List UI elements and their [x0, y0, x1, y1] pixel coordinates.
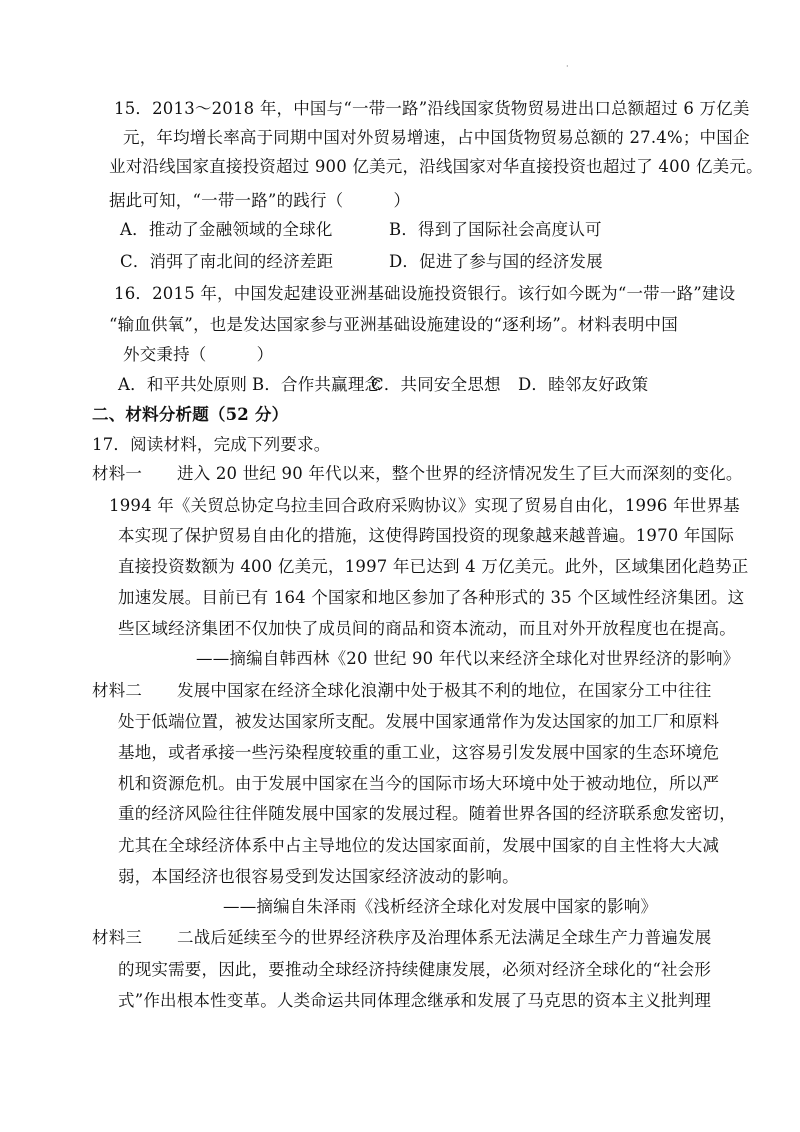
q15-option-c: C．消弭了南北间的经济差距	[120, 252, 334, 271]
q15-line-3: 业对沿线国家直接投资超过 900 亿美元，沿线国家对华直接投资也超过了 400 亿美元。	[109, 157, 763, 176]
material-2-line: 处于低端位置，被发达国家所支配。发展中国家通常作为发达国家的加工厂和原料	[118, 712, 720, 731]
q15-line-2: 元，年均增长率高于同期中国对外贸易增速，占中国货物贸易总额的 27.4%；中国企	[123, 128, 750, 147]
material-1-line: 1994 年《关贸总协定乌拉圭回合政府采购协议》实现了贸易自由化，1996 年世界基	[109, 496, 740, 515]
q15-option-a: A．推动了金融领域的全球化	[120, 220, 333, 239]
q16-line-2: “输血供氧”，也是发达国家参与亚洲基础设施建设的“逐利场”。材料表明中国	[109, 315, 678, 334]
material-2-line: 基地，或者承接一些污染程度较重的重工业，这容易引发发展中国家的生态环境危	[118, 743, 720, 762]
material-2-line: 尤其在全球经济体系中占主导地位的发达国家面前，发展中国家的自主性将大大减	[118, 836, 720, 855]
material-3-line: 二战后延续至今的世界经济秩序及治理体系无法满足全球生产力普遍发展	[177, 928, 712, 947]
material-2-line: 发展中国家在经济全球化浪潮中处于极其不利的地位，在国家分工中往往	[177, 681, 712, 700]
material-1-line: 些区域经济集团不仅加快了成员间的商品和资本流动，而且对外开放程度也在提高。	[118, 619, 736, 638]
q16-line-3: 外交秉持（ ）	[123, 345, 274, 364]
q16-option-b: B．合作共赢理念	[252, 375, 382, 394]
q15-line-4: 据此可知，“一带一路”的践行（ ）	[109, 191, 411, 210]
material-1-line: 本实现了保护贸易自由化的措施，这使得跨国投资的现象越来越普遍。1970 年国际	[118, 526, 735, 545]
material-3-line: 的现实需要，因此，要推动全球经济持续健康发展，必须对经济全球化的“社会形	[118, 960, 712, 979]
q17-prompt: 17．阅读材料，完成下列要求。	[92, 435, 331, 454]
section-heading: 二、材料分析题（52 分）	[92, 405, 289, 424]
q15-option-b: B．得到了国际社会高度认可	[389, 220, 602, 239]
q16-option-a: A．和平共处原则	[118, 375, 248, 394]
q15-option-d: D．促进了参与国的经济发展	[389, 252, 603, 271]
material-2-line: 重的经济风险往往伴随发展中国家的发展过程。随着世界各国的经济联系愈发密切，	[118, 804, 736, 823]
q16-option-d: D．睦邻友好政策	[518, 375, 649, 394]
material-3-label: 材料三	[92, 928, 143, 947]
material-1-line: 加速发展。目前已有 164 个国家和地区参加了各种形式的 35 个区域性经济集团。这	[118, 588, 745, 607]
q15-line-1: 15．2013～2018 年，中国与“一带一路”沿线国家货物贸易进出口总额超过 6 万亿美	[114, 99, 750, 118]
material-2-line: 机和资源危机。由于发展中国家在当今的国际市场大环境中处于被动地位，所以严	[118, 774, 720, 793]
material-3-line: 式”作出根本性变革。人类命运共同体理念继承和发展了马克思的资本主义批判理	[118, 991, 712, 1010]
material-2-line: 弱，本国经济也很容易受到发达国家经济波动的影响。	[118, 867, 519, 886]
material-2-source: ——摘编自朱泽雨《浅析经济全球化对发展中国家的影响》	[223, 897, 658, 916]
material-1-line: 直接投资数额为 400 亿美元，1997 年已达到 4 万亿美元。此外，区域集团化趋势正	[118, 557, 749, 576]
scan-dot-mark: ·	[566, 62, 569, 71]
material-2-label: 材料二	[92, 681, 143, 700]
q16-option-c: C．共同安全思想	[371, 375, 501, 394]
material-1-label: 材料一	[92, 464, 143, 483]
material-1-source: ——摘编自韩西林《20 世纪 90 年代以来经济全球化对世界经济的影响》	[196, 649, 740, 668]
q16-line-1: 16．2015 年，中国发起建设亚洲基础设施投资银行。该行如今既为“一带一路”建设	[114, 284, 736, 303]
material-1-line: 进入 20 世纪 90 年代以来，整个世界的经济情况发生了巨大而深刻的变化。	[177, 464, 743, 483]
